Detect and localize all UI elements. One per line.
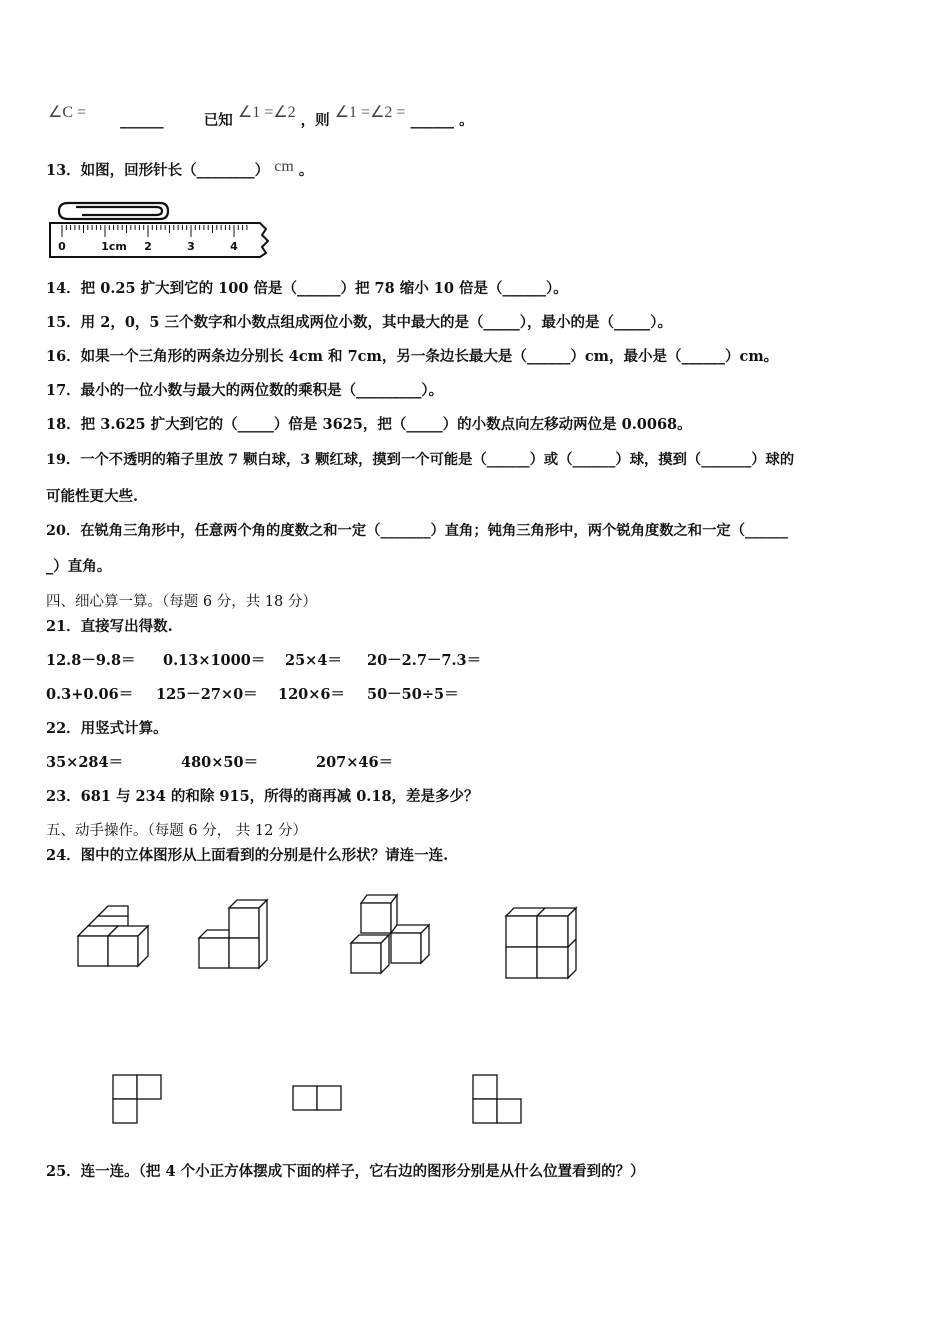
ruler-label-0: 0	[58, 240, 66, 253]
solid-figure-4	[500, 903, 585, 983]
ruler-label-2: 2	[144, 240, 152, 253]
q20-line-1: 20．在锐角三角形中，任意两个角的度数之和一定（_______）直角；钝角三角形中，两个锐角度数之和一定（______	[46, 523, 788, 539]
q15: 15．用 2，0，5 三个数字和小数点组成两位小数，其中最大的是（_____），最小的是（_____）。	[46, 314, 673, 331]
ruler-label-3: 3	[187, 240, 195, 253]
q12-then-label: ，则	[300, 112, 330, 129]
q22-item1: 35×284＝	[46, 754, 124, 771]
q21-row1-item1: 12.8－9.8＝	[46, 652, 136, 669]
q13-text: 13．如图，回形针长（________）	[46, 162, 270, 179]
q24: 24．图中的立体图形从上面看到的分别是什么形状？请连一连.	[46, 847, 449, 864]
q13-unit: cm	[274, 158, 294, 175]
q12-known-label: 已知	[203, 112, 233, 129]
paperclip-icon	[59, 203, 168, 219]
q21-row2-item4: 50－50÷5＝	[367, 686, 459, 703]
q19-line-2: 可能性更大些.	[46, 488, 139, 505]
angle-c-formula: ∠C =	[48, 104, 87, 121]
ruler-label-1: 1cm	[101, 240, 127, 253]
q21-row2-item2: 125－27×0＝	[156, 686, 258, 703]
q21-title: 21．直接写出得数.	[46, 618, 173, 635]
q18: 18．把 3.625 扩大到它的（_____）倍是 3625，把（_____）的小数点向左移动两位是 0.0068。	[46, 416, 692, 433]
ruler-label-4: 4	[230, 240, 238, 253]
q22-title: 22．用竖式计算。	[46, 720, 168, 737]
q21-row2-item3: 120×6＝	[278, 686, 346, 703]
q25: 25．连一连。（把 4 个小正方体摆成下面的样子，它右边的图形分别是从什么位置看到的？）	[46, 1163, 645, 1180]
q20-line-2: _）直角。	[46, 558, 112, 575]
q12-tail-line	[48, 103, 474, 129]
top-view-2	[290, 1083, 345, 1113]
solid-figure-1	[70, 890, 160, 970]
q12-blank-2: ______	[410, 112, 454, 129]
q12-blank-1: ______	[120, 112, 164, 129]
q12-end-mark: 。	[459, 112, 474, 129]
angle-formula-2: ∠1 =∠2 =	[334, 104, 406, 121]
q21-row2-item1: 0.3+0.06＝	[46, 686, 134, 703]
ruler-figure	[46, 195, 274, 263]
q22-item3: 207×46＝	[316, 754, 394, 771]
q19-line-1: 19．一个不透明的箱子里放 7 颗白球，3 颗红球，摸到一个可能是（______）或（______）球，摸到（_______）球的	[46, 452, 795, 468]
q23: 23．681 与 234 的和除 915，所得的商再减 0.18，差是多少？	[46, 788, 479, 805]
top-view-3	[470, 1072, 525, 1124]
q22-item2: 480×50＝	[181, 754, 259, 771]
q21-row1-item4: 20－2.7－7.3＝	[367, 652, 482, 669]
q21-row1-item2: 0.13×1000＝	[163, 652, 266, 669]
q13-line	[46, 158, 314, 181]
q13-end: 。	[298, 162, 314, 179]
q14: 14．把 0.25 扩大到它的 100 倍是（______）把 78 缩小 10 倍是（______）。	[46, 280, 568, 297]
solid-figure-2	[190, 892, 280, 972]
solid-figure-3	[343, 887, 438, 977]
top-view-1	[110, 1072, 165, 1124]
angle-formula-1: ∠1 =∠2	[237, 104, 296, 121]
section-5-heading: 五、动手操作。（每题 6 分， 共 12 分）	[46, 823, 307, 839]
q16: 16．如果一个三角形的两条边分别长 4cm 和 7cm，另一条边长最大是（______）cm，最小是（______）cm。	[46, 348, 779, 365]
q21-row1-item3: 25×4＝	[285, 652, 342, 669]
section-4-heading: 四、细心算一算。（每题 6 分，共 18 分）	[46, 594, 317, 610]
q17: 17．最小的一位小数与最大的两位数的乘积是（_________）。	[46, 382, 444, 399]
